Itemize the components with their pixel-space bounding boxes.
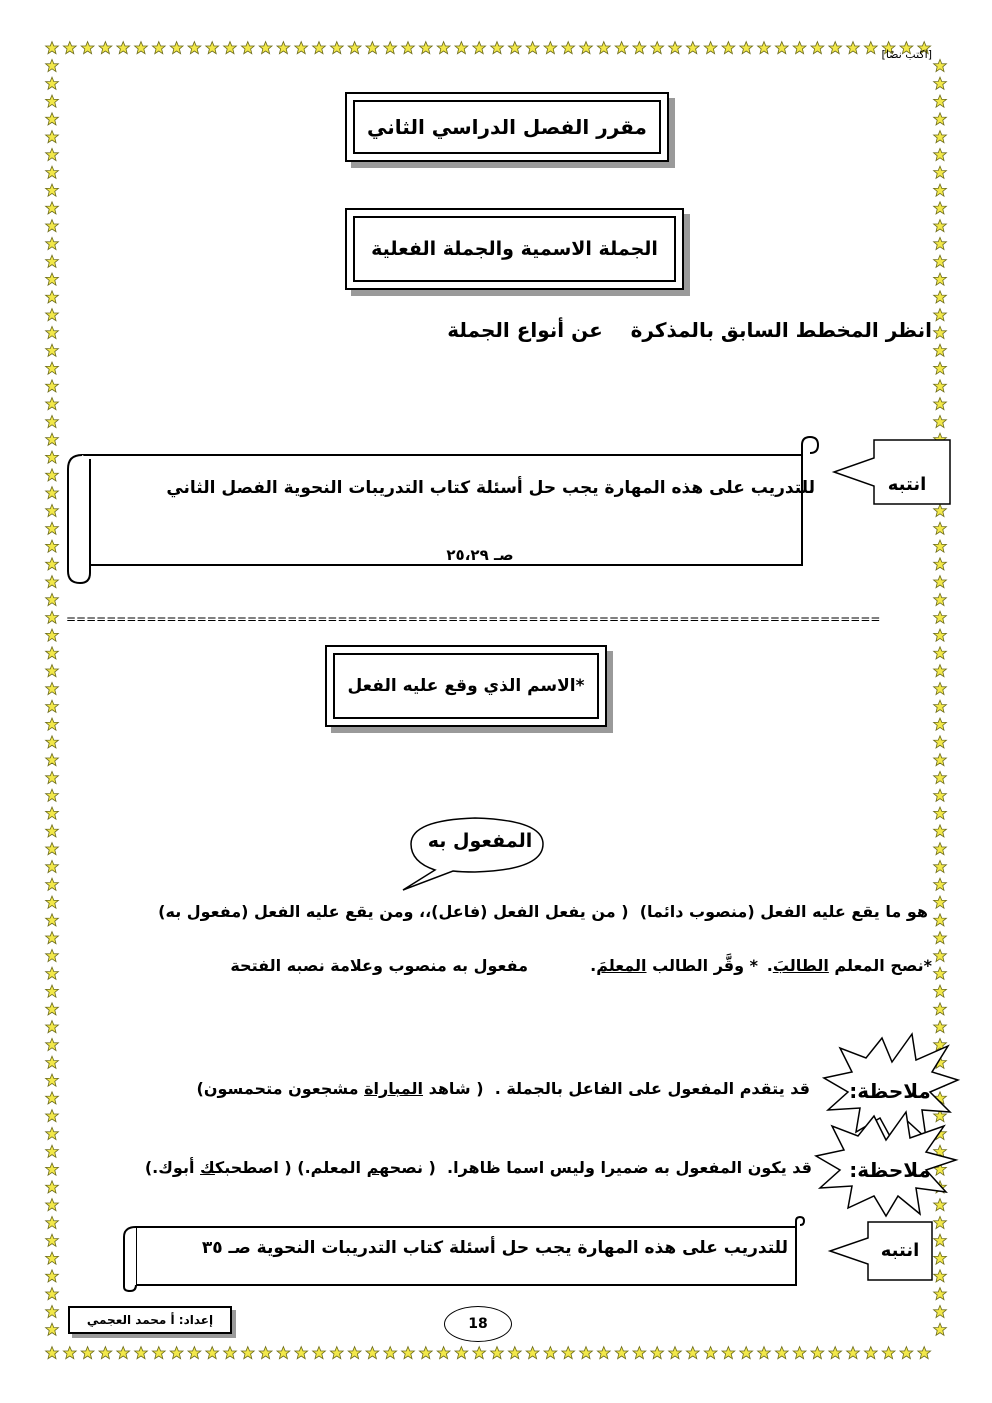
- border-star: [686, 42, 699, 54]
- border-star: [847, 1347, 860, 1359]
- border-star: [934, 576, 947, 588]
- page-number: 18: [444, 1306, 512, 1342]
- border-star: [934, 1288, 947, 1300]
- border-star: [295, 1347, 308, 1359]
- border-star: [152, 42, 165, 54]
- note-1: قد يتقدم المفعول على الفاعل بالجملة . ( شاهد المباراة مشجعون متحمسون): [196, 1079, 810, 1098]
- border-star: [934, 843, 947, 855]
- border-star: [46, 237, 59, 249]
- border-star: [669, 42, 682, 54]
- border-star: [934, 700, 947, 712]
- border-star: [46, 1074, 59, 1086]
- border-star: [366, 42, 379, 54]
- border-star: [224, 1347, 237, 1359]
- border-star: [46, 558, 59, 570]
- border-star: [934, 932, 947, 944]
- border-star: [46, 291, 59, 303]
- border-star: [829, 1347, 842, 1359]
- title-box-1: [345, 92, 669, 162]
- border-star: [46, 540, 59, 552]
- border-star: [758, 42, 771, 54]
- border-star: [544, 42, 557, 54]
- border-star: [46, 647, 59, 659]
- border-star: [793, 42, 806, 54]
- border-star: [633, 42, 646, 54]
- border-star: [46, 451, 59, 463]
- border-star: [934, 914, 947, 926]
- title-1: مقرر الفصل الدراسي الثاني: [367, 115, 647, 139]
- border-star: [46, 825, 59, 837]
- border-star: [934, 665, 947, 677]
- border-star: [740, 1347, 753, 1359]
- border-star: [934, 95, 947, 107]
- header-note: [اكتب نصًا]: [881, 48, 932, 61]
- border-star: [597, 42, 610, 54]
- border-star: [864, 1347, 877, 1359]
- border-star: [277, 42, 290, 54]
- border-star: [775, 1347, 788, 1359]
- border-star: [46, 1288, 59, 1300]
- border-star: [46, 362, 59, 374]
- border-star: [882, 1347, 895, 1359]
- border-star: [46, 789, 59, 801]
- border-star: [918, 1347, 931, 1359]
- title-2: الجملة الاسمية والجملة الفعلية: [371, 238, 658, 260]
- border-star: [526, 1347, 539, 1359]
- border-star: [81, 1347, 94, 1359]
- footer-author: إعداد: أ محمد العجمي: [86, 1313, 214, 1327]
- border-star: [46, 1270, 59, 1282]
- border-star: [46, 326, 59, 338]
- border-star: [46, 380, 59, 392]
- border-star: [580, 42, 593, 54]
- border-star: [900, 1347, 913, 1359]
- border-star: [277, 1347, 290, 1359]
- border-star: [847, 42, 860, 54]
- border-star: [829, 42, 842, 54]
- border-star: [934, 77, 947, 89]
- border-star: [46, 1145, 59, 1157]
- border-star: [437, 1347, 450, 1359]
- border-star: [491, 42, 504, 54]
- border-star: [934, 1021, 947, 1033]
- border-star: [348, 1347, 361, 1359]
- border-star: [384, 42, 397, 54]
- section-title-box: [325, 645, 607, 727]
- border-star: [934, 344, 947, 356]
- attention-label-1: انتبه: [887, 474, 927, 495]
- border-star: [188, 42, 201, 54]
- border-star: [152, 1347, 165, 1359]
- example-rule: مفعول به منصوب وعلامة نصبه الفتحة: [230, 956, 528, 975]
- border-star: [46, 415, 59, 427]
- attention-label-2: انتبه: [880, 1240, 920, 1261]
- border-star: [259, 42, 272, 54]
- border-star: [330, 1347, 343, 1359]
- border-star: [758, 1347, 771, 1359]
- border-star: [46, 504, 59, 516]
- example-1: *نصح المعلم الطالبَ.: [766, 956, 932, 975]
- footer-author-box: [68, 1306, 232, 1334]
- border-star: [934, 131, 947, 143]
- border-star: [46, 629, 59, 641]
- border-star: [384, 1347, 397, 1359]
- border-star: [46, 77, 59, 89]
- border-star: [934, 291, 947, 303]
- border-star: [206, 1347, 219, 1359]
- border-star: [793, 1347, 806, 1359]
- border-star: [669, 1347, 682, 1359]
- border-star: [934, 237, 947, 249]
- border-star: [46, 1234, 59, 1246]
- border-star: [46, 1163, 59, 1175]
- border-star: [46, 576, 59, 588]
- border-star: [934, 522, 947, 534]
- border-star: [117, 1347, 130, 1359]
- border-star: [491, 1347, 504, 1359]
- scroll-2-text: للتدريب على هذه المهارة يجب حل أسئلة كتاب التدريبات النحوية صـ ٣٥: [201, 1238, 788, 1258]
- border-star: [46, 1038, 59, 1050]
- border-star: [46, 522, 59, 534]
- border-star: [934, 1305, 947, 1317]
- border-star: [46, 131, 59, 143]
- border-star: [63, 42, 76, 54]
- border-star: [348, 42, 361, 54]
- border-star: [934, 896, 947, 908]
- border-star: [934, 967, 947, 979]
- border-star: [934, 166, 947, 178]
- border-star: [934, 647, 947, 659]
- border-star: [934, 273, 947, 285]
- border-star: [135, 42, 148, 54]
- border-star: [934, 1323, 947, 1335]
- border-star: [46, 665, 59, 677]
- border-star: [46, 843, 59, 855]
- border-star: [934, 220, 947, 232]
- border-star: [46, 1021, 59, 1033]
- border-star: [864, 42, 877, 54]
- border-star: [615, 42, 628, 54]
- border-star: [46, 967, 59, 979]
- border-star: [934, 860, 947, 872]
- border-star: [934, 736, 947, 748]
- border-star: [63, 1347, 76, 1359]
- border-star: [241, 42, 254, 54]
- border-star: [46, 95, 59, 107]
- border-star: [811, 42, 824, 54]
- border-star: [934, 202, 947, 214]
- border-star: [46, 309, 59, 321]
- border-star: [722, 1347, 735, 1359]
- border-star: [46, 59, 59, 71]
- border-star: [934, 985, 947, 997]
- example-line: [92, 956, 932, 980]
- border-star: [46, 807, 59, 819]
- border-star: [633, 1347, 646, 1359]
- border-star: [188, 1347, 201, 1359]
- border-star: [934, 878, 947, 890]
- border-star: [46, 878, 59, 890]
- border-star: [473, 42, 486, 54]
- border-star: [46, 932, 59, 944]
- border-star: [46, 1252, 59, 1264]
- border-star: [81, 42, 94, 54]
- border-star: [46, 754, 59, 766]
- border-star: [46, 611, 59, 623]
- border-star: [46, 433, 59, 445]
- border-star: [437, 42, 450, 54]
- border-star: [206, 42, 219, 54]
- border-star: [934, 611, 947, 623]
- border-star: [934, 807, 947, 819]
- border-star: [473, 1347, 486, 1359]
- border-star: [99, 42, 112, 54]
- attention-arrow-1: [830, 436, 956, 508]
- border-star: [740, 42, 753, 54]
- border-star: [934, 415, 947, 427]
- bubble-text: المفعول به: [427, 830, 533, 852]
- border-star: [46, 1323, 59, 1335]
- border-star: [46, 985, 59, 997]
- border-star: [46, 593, 59, 605]
- border-star: [259, 1347, 272, 1359]
- border-star: [46, 1110, 59, 1122]
- border-star: [46, 914, 59, 926]
- border-star: [615, 1347, 628, 1359]
- border-star: [651, 42, 664, 54]
- border-star: [46, 1199, 59, 1211]
- border-star: [46, 398, 59, 410]
- border-star: [46, 1127, 59, 1139]
- border-star: [46, 1056, 59, 1068]
- border-star: [811, 1347, 824, 1359]
- border-star: [46, 1347, 59, 1359]
- border-star: [46, 273, 59, 285]
- border-star: [934, 682, 947, 694]
- border-star: [419, 42, 432, 54]
- border-star: [934, 771, 947, 783]
- border-star: [224, 42, 237, 54]
- note-label-1: ملاحظة:: [849, 1079, 931, 1103]
- border-star: [46, 255, 59, 267]
- border-star: [46, 469, 59, 481]
- border-star: [402, 42, 415, 54]
- border-star: [46, 718, 59, 730]
- border-star: [170, 42, 183, 54]
- border-star: [934, 380, 947, 392]
- definition: هو ما يقع عليه الفعل (منصوب دائما) ( من يفعل الفعل (فاعل)،، ومن يقع عليه الفعل (مفعول به): [158, 902, 928, 921]
- border-star: [46, 166, 59, 178]
- border-star: [170, 1347, 183, 1359]
- border-star: [46, 202, 59, 214]
- border-star: [934, 113, 947, 125]
- border-star: [508, 42, 521, 54]
- border-star: [455, 1347, 468, 1359]
- border-star: [597, 1347, 610, 1359]
- border-star: [704, 42, 717, 54]
- border-star: [46, 860, 59, 872]
- border-star: [934, 326, 947, 338]
- scroll-1-line-1: للتدريب على هذه المهارة يجب حل أسئلة كتاب التدريبات النحوية الفصل الثاني: [166, 478, 815, 498]
- border-star: [704, 1347, 717, 1359]
- border-star: [934, 398, 947, 410]
- section-title: *الاسم الذي وقع عليه الفعل: [347, 676, 585, 696]
- border-star: [46, 682, 59, 694]
- border-star: [46, 949, 59, 961]
- border-star: [775, 42, 788, 54]
- border-star: [934, 59, 947, 71]
- border-star: [934, 1003, 947, 1015]
- border-star: [934, 754, 947, 766]
- border-star: [313, 42, 326, 54]
- border-star: [402, 1347, 415, 1359]
- example-2: * وقَّر الطالب المعلمَ.: [590, 956, 758, 975]
- note-label-2: ملاحظة:: [849, 1158, 931, 1182]
- border-star: [46, 1092, 59, 1104]
- border-star: [46, 42, 59, 54]
- border-star: [934, 789, 947, 801]
- border-star: [46, 700, 59, 712]
- border-star: [99, 1347, 112, 1359]
- border-star: [46, 344, 59, 356]
- border-star: [46, 220, 59, 232]
- note-2: قد يكون المفعول به ضميرا وليس اسما ظاهرا. ( نصحهم المعلم.) ( اصطحبكك أبوك.): [144, 1158, 812, 1177]
- border-star: [135, 1347, 148, 1359]
- border-star: [562, 42, 575, 54]
- border-star: [117, 42, 130, 54]
- border-star: [651, 1347, 664, 1359]
- border-star: [46, 1216, 59, 1228]
- border-star: [934, 558, 947, 570]
- border-star: [46, 1305, 59, 1317]
- title-box-2: [345, 208, 684, 290]
- border-star: [366, 1347, 379, 1359]
- border-star: [46, 487, 59, 499]
- border-star: [580, 1347, 593, 1359]
- border-star: [46, 113, 59, 125]
- look-line: انظر المخطط السابق بالمذكرة عن أنواع الجملة: [447, 318, 932, 342]
- border-star: [934, 255, 947, 267]
- border-star: [934, 718, 947, 730]
- border-star: [46, 771, 59, 783]
- border-star: [934, 825, 947, 837]
- separator: =================================================================================: [66, 612, 881, 626]
- border-star: [934, 540, 947, 552]
- border-star: [934, 184, 947, 196]
- border-star: [562, 1347, 575, 1359]
- border-star: [544, 1347, 557, 1359]
- border-star: [46, 736, 59, 748]
- border-star: [455, 42, 468, 54]
- border-star: [934, 309, 947, 321]
- scroll-1-line-2: صـ ٢٥،٢٩: [446, 546, 514, 564]
- border-star: [722, 42, 735, 54]
- border-star: [419, 1347, 432, 1359]
- border-star: [241, 1347, 254, 1359]
- border-star: [934, 949, 947, 961]
- border-star: [46, 1181, 59, 1193]
- border-star: [934, 593, 947, 605]
- border-star: [46, 1003, 59, 1015]
- border-star: [46, 896, 59, 908]
- border-star: [934, 148, 947, 160]
- border-star: [46, 184, 59, 196]
- border-star: [934, 362, 947, 374]
- border-star: [526, 42, 539, 54]
- border-star: [313, 1347, 326, 1359]
- border-star: [295, 42, 308, 54]
- border-star: [686, 1347, 699, 1359]
- border-star: [330, 42, 343, 54]
- border-star: [508, 1347, 521, 1359]
- border-star: [46, 148, 59, 160]
- border-star: [934, 629, 947, 641]
